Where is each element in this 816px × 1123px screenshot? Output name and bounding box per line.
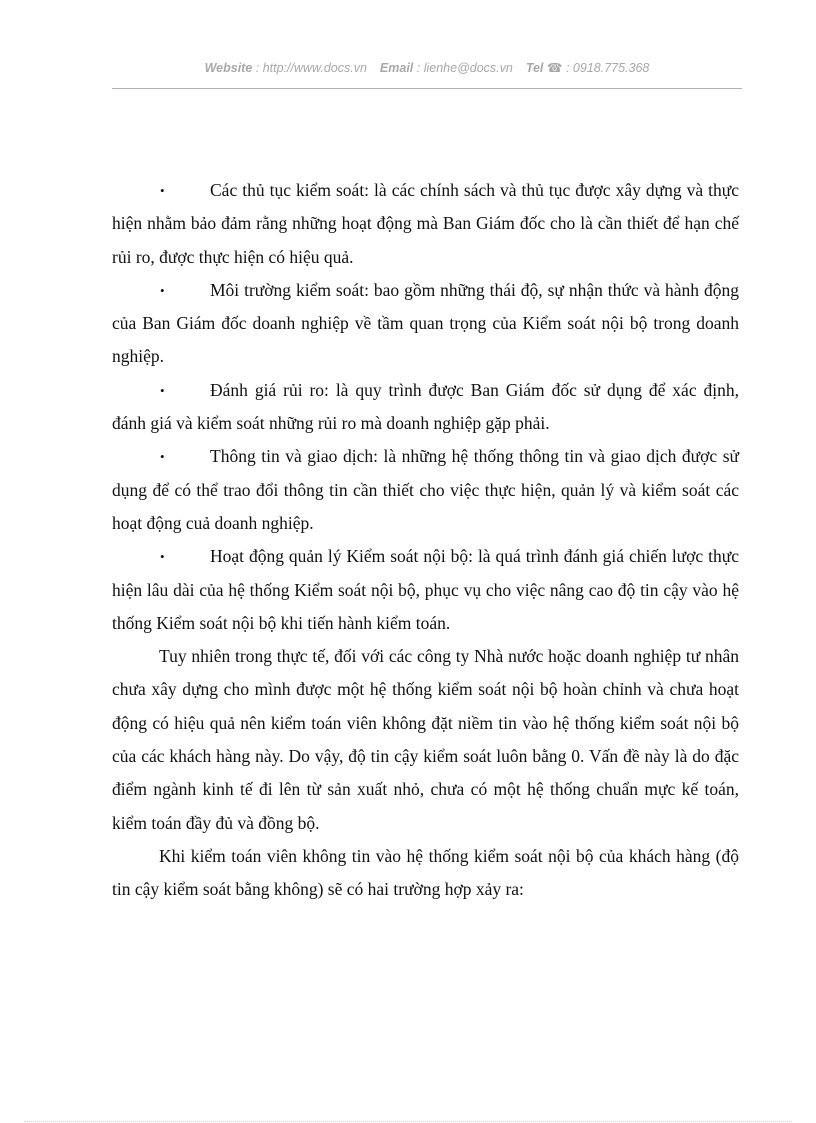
phone-icon: ☎ [546, 61, 563, 75]
document-body [112, 174, 739, 907]
bullet-text: Đánh giá rủi ro: là quy trình được Ban Giám đốc sử dụng để xác định, đánh giá và kiểm soát những rủi ro mà doanh nghiệp gặp phải. [112, 379, 739, 434]
email-value: : lienhe@docs.vn [416, 61, 513, 75]
bullet-marker: • [160, 449, 165, 465]
bullet-item [112, 274, 739, 374]
footer-divider [24, 1121, 792, 1122]
bullet-marker: • [160, 549, 165, 565]
page-header [112, 60, 742, 75]
tel-value: : 0918.775.368 [565, 61, 650, 75]
website-value: : http://www.docs.vn [255, 61, 367, 75]
body-paragraph: Khi kiểm toán viên không tin vào hệ thống kiểm soát nội bộ của khách hàng (độ tin cậy kiểm soát bằng không) sẽ có hai trường hợp xảy ra: [112, 845, 739, 900]
bullet-text: Thông tin và giao dịch: là những hệ thống thông tin và giao dịch được sử dụng để có thể trao đổi thông tin cần thiết cho việc thực hiện, quản lý và kiểm soát các hoạt động cuả doanh nghiệp. [112, 446, 739, 533]
header-divider [112, 88, 742, 89]
body-paragraph: Tuy nhiên trong thực tế, đối với các công ty Nhà nước hoặc doanh nghiệp tư nhân chưa xây dựng cho mình được một hệ thống kiểm soát nội bộ hoàn chỉnh và chưa hoạt động có hiệu quả nên kiểm toán viên không đặt niềm tin vào hệ thống kiểm soát nội bộ của các khách hàng này. Do vậy, độ tin cậy kiểm soát luôn bằng 0. Vấn đề này là do đặc điểm ngành kinh tế đi lên từ sản xuất nhỏ, chưa có một hệ thống chuẩn mực kế toán, kiểm toán đầy đủ và đồng bộ. [112, 646, 739, 833]
bullet-item [112, 174, 739, 274]
email-label: Email [379, 61, 414, 75]
bullet-item [112, 374, 739, 441]
website-label: Website [204, 61, 253, 75]
bullet-text: Môi trường kiểm soát: bao gồm những thái độ, sự nhận thức và hành động của Ban Giám đốc doanh nghiệp về tầm quan trọng của Kiểm soát nội bộ trong doanh nghiệp. [112, 279, 739, 367]
bullet-marker: • [160, 183, 165, 198]
bullet-text: Hoạt động quản lý Kiểm soát nội bộ: là quá trình đánh giá chiến lược thực hiện lâu dài của hệ thống Kiểm soát nội bộ, phục vụ cho việc nâng cao độ tin cậy vào hệ thống Kiểm soát nội bộ khi tiến hành kiểm toán. [112, 546, 739, 633]
bullet-marker: • [160, 382, 165, 398]
tel-label: Tel [525, 61, 544, 75]
bullet-marker: • [160, 282, 165, 298]
bullet-item [112, 540, 739, 640]
bullet-item [112, 440, 739, 540]
bullet-text: Các thủ tục kiểm soát: là các chính sách và thủ tục được xây dựng và thực hiện nhằm bảo đảm rằng những hoạt động mà Ban Giám đốc cho là cần thiết để hạn chế rủi ro, được thực hiện có hiệu quả. [112, 180, 739, 267]
